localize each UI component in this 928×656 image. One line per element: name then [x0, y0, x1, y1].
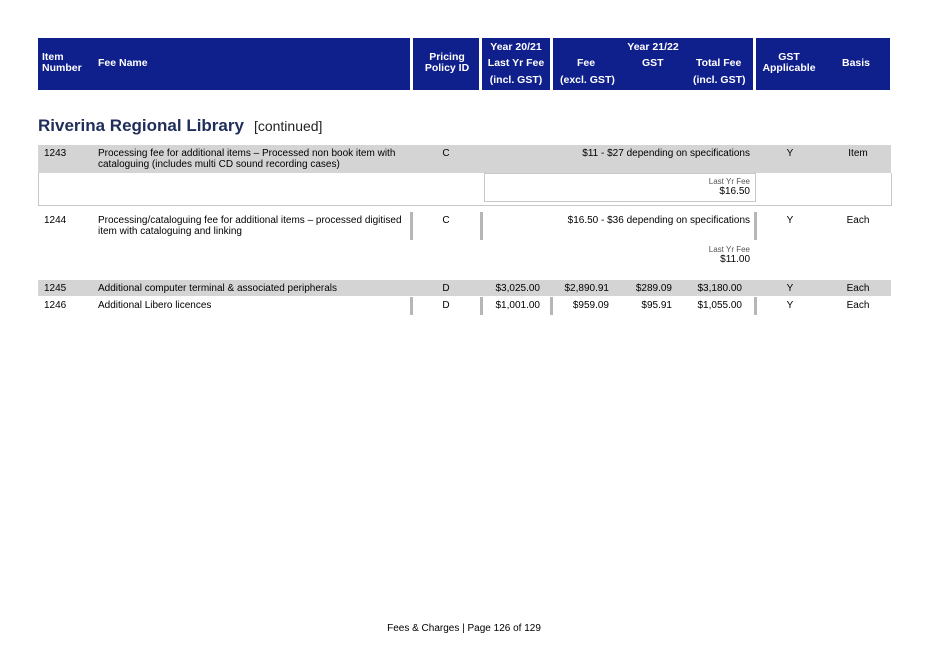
- fee-name: Processing fee for additional items – Processed non book item with cataloguing (includes multi CD sound recording cases): [98, 148, 396, 170]
- last-yr-fee: $1,001.00: [495, 300, 540, 311]
- pricing-policy: D: [442, 283, 450, 294]
- total-fee: $3,180.00: [697, 283, 742, 294]
- header-gst-applicable: GST Applicable: [762, 51, 816, 74]
- last-yr-fee-value: $16.50: [719, 186, 750, 197]
- page-footer: Fees & Charges | Page 126 of 129: [387, 623, 541, 634]
- gst-amount: $95.91: [641, 300, 672, 311]
- column-separator: [754, 212, 757, 240]
- pricing-policy: C: [442, 148, 450, 159]
- column-separator: [410, 212, 413, 240]
- section-title: [38, 116, 322, 136]
- header-curr-year-block: [553, 38, 753, 90]
- last-yr-fee-label: Last Yr Fee: [708, 245, 750, 254]
- header-last-yr-fee: Last Yr Fee: [487, 57, 545, 69]
- basis: Item: [848, 148, 868, 159]
- fee-name: Additional Libero licences: [98, 300, 212, 311]
- fee-excl-gst: $2,890.91: [564, 283, 609, 294]
- section-title-continued: [continued]: [253, 118, 323, 134]
- header-policy-block: [413, 38, 479, 90]
- fee-range-text: $16.50 - $36 depending on specifications: [567, 215, 750, 226]
- total-fee: $1,055.00: [697, 300, 742, 311]
- gst-applicable: Y: [786, 300, 794, 311]
- column-separator: [480, 212, 483, 240]
- fee-range-text: $11 - $27 depending on specifications: [582, 148, 750, 159]
- item-number: 1245: [44, 283, 67, 294]
- header-fee: Fee: [577, 57, 596, 69]
- basis: Each: [846, 283, 870, 294]
- header-basis: Basis: [842, 57, 871, 69]
- header-gst-block: [756, 38, 890, 90]
- item-number: 1244: [44, 215, 67, 226]
- item-number: 1243: [44, 148, 67, 159]
- header-gst: GST: [642, 57, 664, 69]
- basis: Each: [846, 215, 870, 226]
- last-yr-fee-label: Last Yr Fee: [708, 177, 750, 186]
- header-left-block: [38, 38, 410, 90]
- header-item-number: Item Number: [42, 51, 82, 74]
- header-total-fee: Total Fee: [696, 57, 742, 69]
- last-yr-fee: $3,025.00: [495, 283, 540, 294]
- gst-amount: $289.09: [635, 283, 672, 294]
- gst-applicable: Y: [786, 148, 794, 159]
- header-year-curr: Year 21/22: [627, 41, 679, 53]
- column-separator: [754, 297, 757, 315]
- fee-name: Additional computer terminal & associated peripherals: [98, 283, 338, 294]
- fee-name: Processing/cataloguing fee for additional items – processed digitised item with cataloguing and linking: [98, 215, 402, 237]
- table-row-1243-detail-frame: [38, 173, 892, 206]
- gst-applicable: Y: [786, 283, 794, 294]
- item-number: 1246: [44, 300, 67, 311]
- header-year-prev: Year 20/21: [490, 41, 542, 53]
- column-separator: [480, 297, 483, 315]
- header-prev-year-block: [482, 38, 550, 90]
- section-title-text: Riverina Regional Library: [38, 116, 244, 135]
- pricing-policy: C: [442, 215, 450, 226]
- fee-excl-gst: $959.09: [572, 300, 609, 311]
- header-pricing-policy: Pricing Policy ID: [424, 51, 470, 74]
- header-incl-gst-2: (incl. GST): [693, 74, 746, 86]
- basis: Each: [846, 300, 870, 311]
- column-separator: [410, 297, 413, 315]
- pricing-policy: D: [442, 300, 450, 311]
- gst-applicable: Y: [786, 215, 794, 226]
- header-fee-name: Fee Name: [98, 57, 148, 69]
- header-incl-gst-1: (incl. GST): [489, 74, 543, 86]
- header-excl-gst: (excl. GST): [560, 74, 615, 86]
- last-yr-fee-value: $11.00: [720, 254, 750, 265]
